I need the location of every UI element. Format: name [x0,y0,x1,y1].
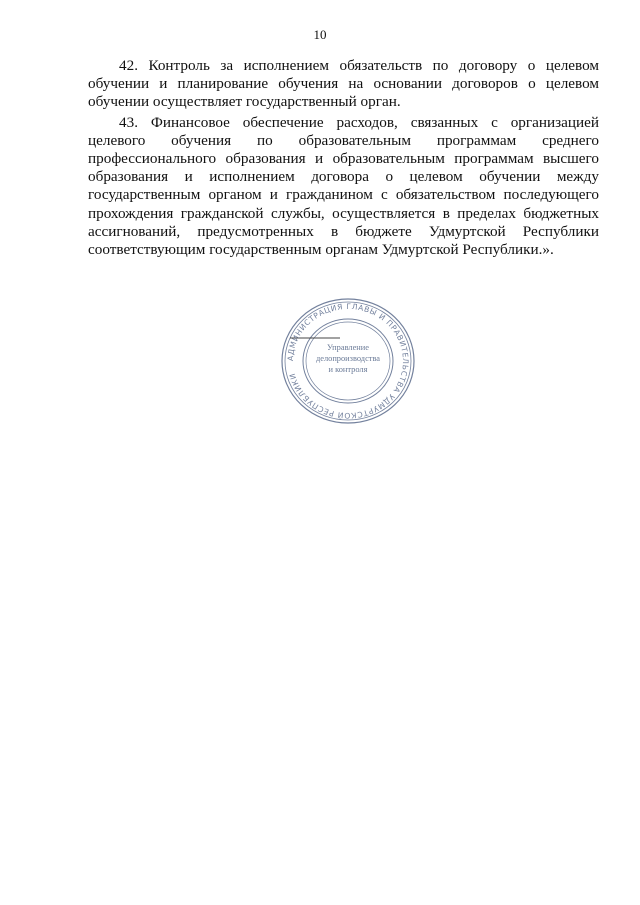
paragraph-43: 43. Финансовое обеспечение расходов, связанных с организацией целевого обучения по образовательным программам среднего профессионального образования и образовательным программам высшего образования и исполнением договора о целевом обучении между государственным органом и гражданином с обязательством последующего прохождения гражданской службы, осуществляется в пределах бюджетных ассигнований, предусмотренных в бюджете Удмуртской Республики соответствующим государственным органам Удмуртской Республики.». [88,113,599,259]
document-body [88,57,599,261]
seal-outer-text: АДМИНИСТРАЦИЯ ГЛАВЫ И ПРАВИТЕЛЬСТВА УДМУРТСКОЙ РЕСПУБЛИКИ [285,301,411,421]
page-number: 10 [313,27,327,42]
paragraph-42: 42. Контроль за исполнением обязательств по договору о целевом обучении и планирование обучения на основании договоров о целевом обучении осуществляет государственный орган. [88,57,599,111]
official-seal [280,296,416,426]
seal-center-line-2: делопроизводства [315,354,381,363]
seal-graphic [280,296,416,426]
seal-center-line-3: и контроля [328,365,368,374]
seal-center-line-1: Управление [326,343,370,352]
